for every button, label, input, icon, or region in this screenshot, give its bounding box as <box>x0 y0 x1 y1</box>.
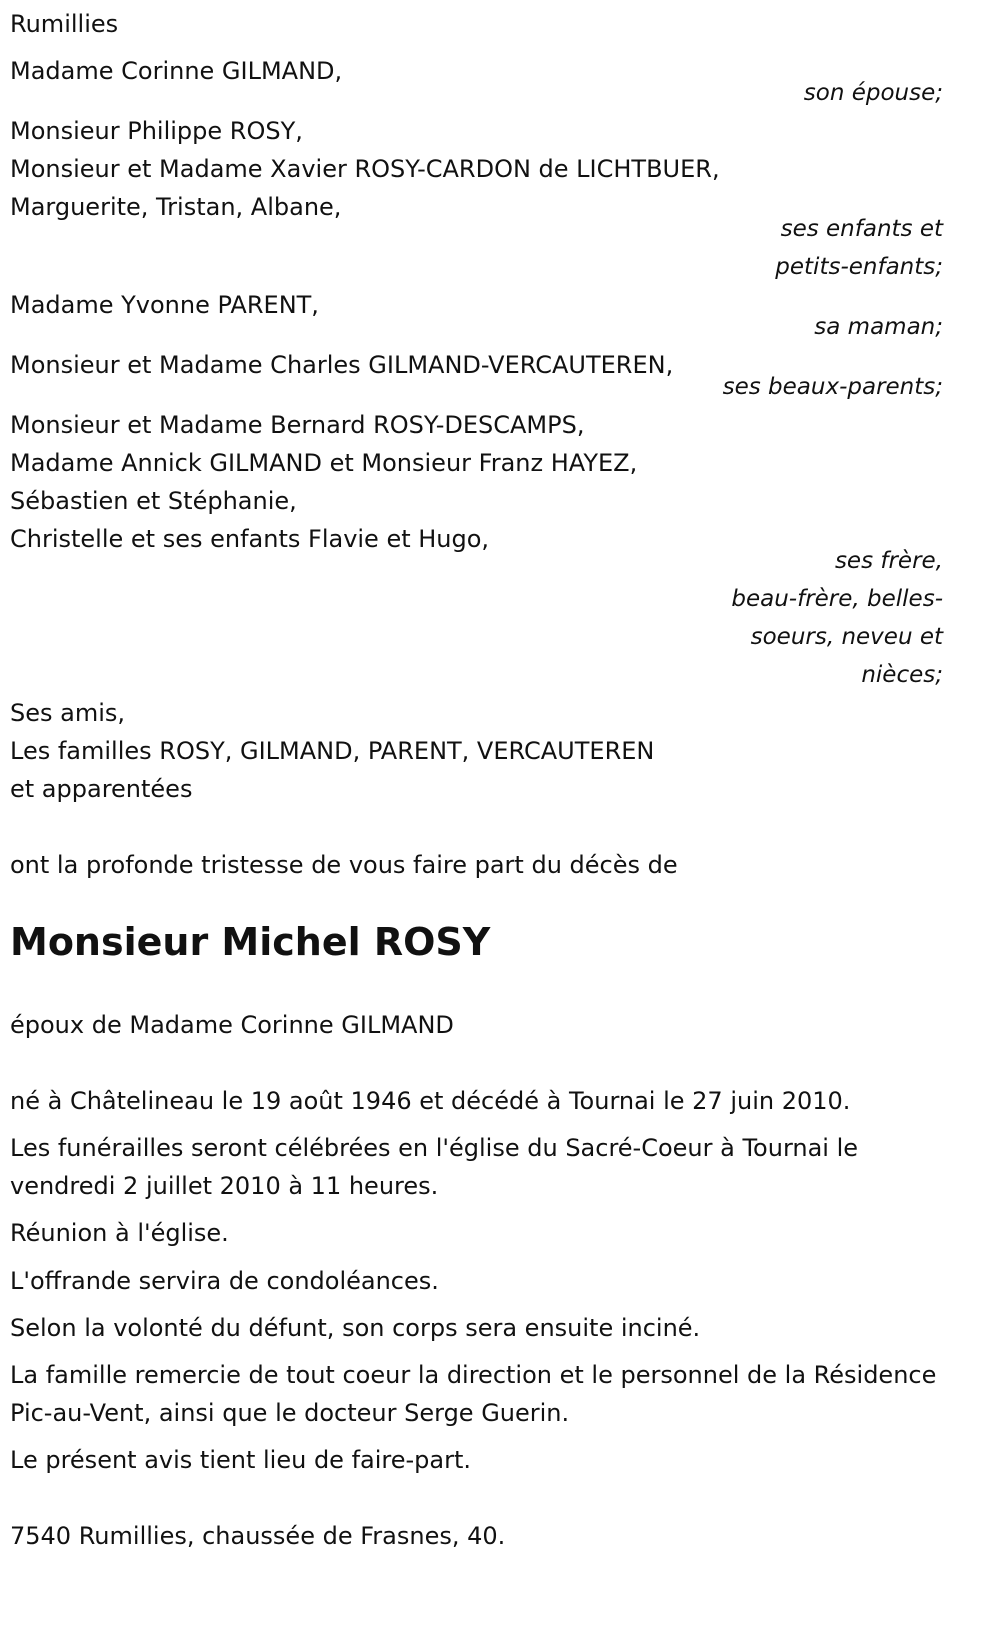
deceased-name: Monsieur Michel ROSY <box>10 920 491 964</box>
sibling-name-2: Madame Annick GILMAND et Monsieur Franz HAYEZ, <box>10 449 638 477</box>
sibling-name-4: Christelle et ses enfants Flavie et Hugo, <box>10 525 490 553</box>
relation-line: ses enfants et <box>780 216 943 242</box>
relation-line: sa maman; <box>814 314 943 340</box>
spouse-name: Madame Corinne GILMAND, <box>10 57 343 85</box>
in-laws-name: Monsieur et Madame Charles GILMAND-VERCAUTEREN, <box>10 351 674 379</box>
thanks-info: La famille remercie de tout coeur la direction et le personnel de la Résidence Pic-au-Vent, ainsi que le docteur Serge Guerin. <box>10 1361 937 1427</box>
gathering-info: Réunion à l'église. <box>10 1219 229 1247</box>
sibling-name-1: Monsieur et Madame Bernard ROSY-DESCAMPS, <box>10 411 585 439</box>
grandchildren-names: Marguerite, Tristan, Albane, <box>10 193 342 221</box>
mother-name: Madame Yvonne PARENT, <box>10 291 319 319</box>
offering-info: L'offrande servira de condoléances. <box>10 1267 439 1295</box>
relation-line: ses frère, <box>834 548 943 574</box>
child-name-1: Monsieur Philippe ROSY, <box>10 117 303 145</box>
funeral-info: Les funérailles seront célébrées en l'église du Sacré-Coeur à Tournai le vendredi 2 juillet 2010 à 11 heures. <box>10 1134 859 1200</box>
siblings-relation <box>731 542 943 694</box>
relation-line: petits-enfants; <box>775 254 943 280</box>
relation-line: beau-frère, belles- <box>731 586 943 612</box>
mother-relation <box>814 308 943 346</box>
relation-line: ses beaux-parents; <box>722 374 943 400</box>
sibling-name-3: Sébastien et Stéphanie, <box>10 487 297 515</box>
notice-info: Le présent avis tient lieu de faire-part. <box>10 1446 472 1474</box>
address: 7540 Rumillies, chaussée de Frasnes, 40. <box>10 1522 506 1550</box>
families-line: Les familles ROSY, GILMAND, PARENT, VERCAUTEREN <box>10 737 655 765</box>
birth-death-line: né à Châtelineau le 19 août 1946 et décédé à Tournai le 27 juin 2010. <box>10 1087 851 1115</box>
spouse-of: époux de Madame Corinne GILMAND <box>10 1011 454 1039</box>
announcement: ont la profonde tristesse de vous faire part du décès de <box>10 851 678 879</box>
relatives-line: et apparentées <box>10 775 193 803</box>
relation-line: son épouse; <box>803 80 943 106</box>
place-header: Rumillies <box>10 10 119 38</box>
spouse-relation <box>804 74 943 112</box>
in-laws-relation <box>723 368 943 406</box>
children-relation <box>775 210 943 286</box>
child-name-2: Monsieur et Madame Xavier ROSY-CARDON de LICHTBUER, <box>10 155 720 183</box>
cremation-info: Selon la volonté du défunt, son corps sera ensuite inciné. <box>10 1314 701 1342</box>
friends-line: Ses amis, <box>10 699 126 727</box>
relation-line: nièces; <box>861 662 943 688</box>
relation-line: soeurs, neveu et <box>750 624 943 650</box>
